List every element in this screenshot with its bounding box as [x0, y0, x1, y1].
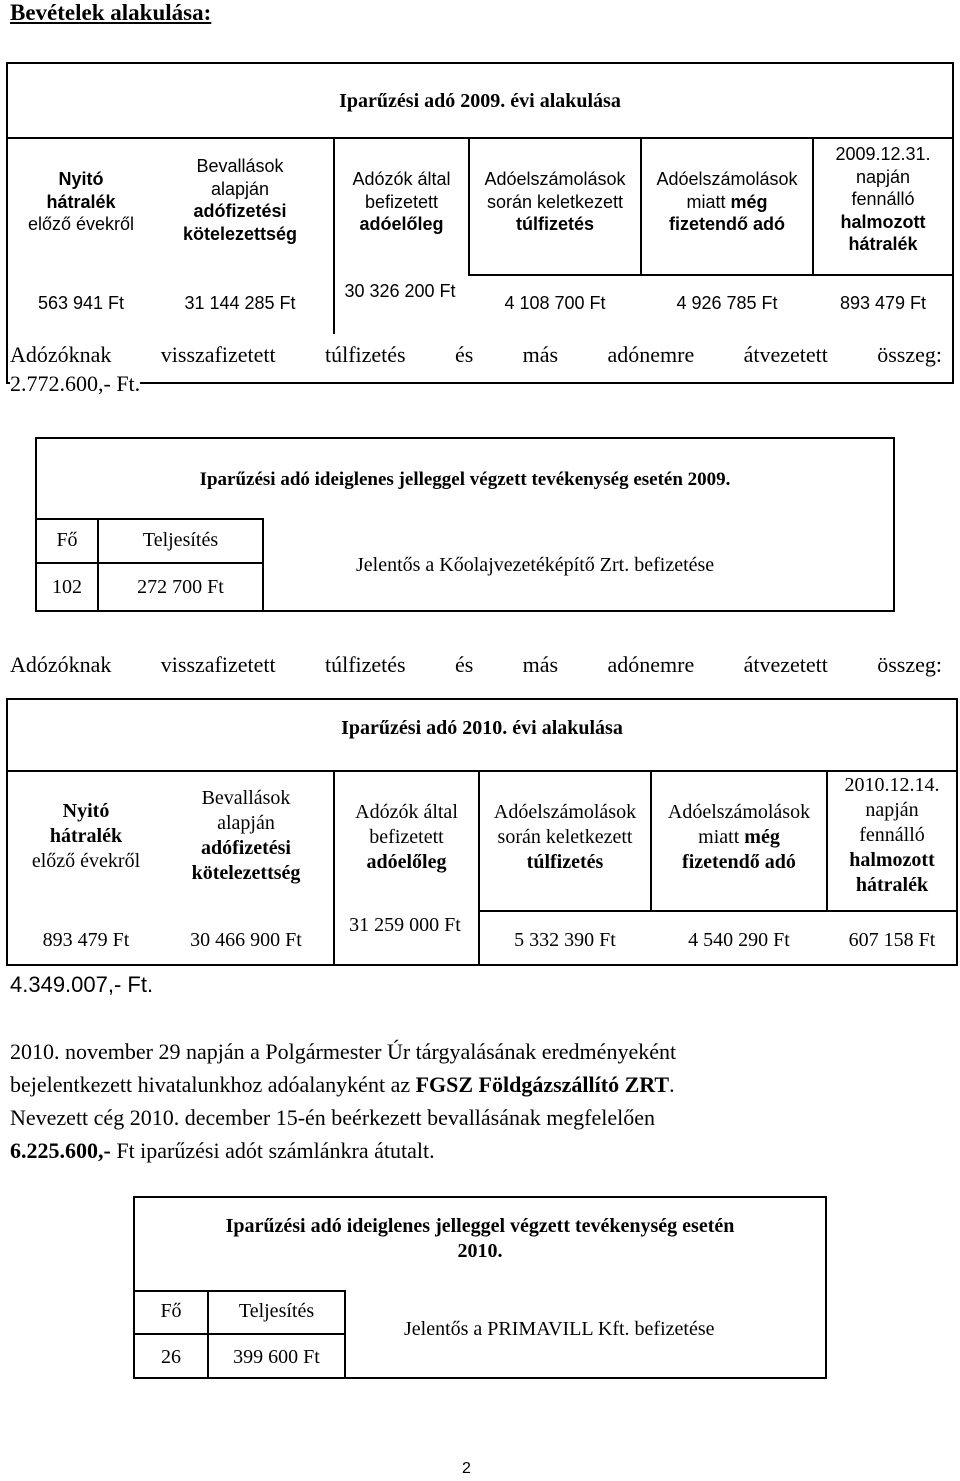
table-2009-header-adozok: Adózók által befizetett adóelőleg	[352, 169, 451, 234]
table-2009-value-elsz-soran: 4 108 700 Ft	[504, 293, 606, 313]
temp-2009-col1-header: Fő	[56, 529, 78, 551]
temp-2009-title: Iparűzési adó ideiglenes jelleggel végzett tevékenység esetén 2009.	[199, 469, 731, 490]
paragraph-line-2: bejelentkezett hivatalunkhoz adóalanyként az FGSZ Földgázszállító ZRT.	[10, 1072, 675, 1097]
table-2009-value-elsz-miatt: 4 926 785 Ft	[676, 293, 778, 313]
table-2009-title: Iparűzési adó 2009. évi alakulása	[339, 90, 621, 112]
table-2010-value-elsz-miatt: 4 540 290 Ft	[688, 929, 790, 951]
table-2009-header-bevallasok: Bevallások alapján adófizetési kötelezettség	[182, 156, 298, 244]
refund-2010-text: Adózóknak visszafizetett túlfizetés és más adónemre átvezetett összeg:	[10, 652, 942, 677]
table-2009-refund-text: Adózóknak visszafizetett túlfizetés és más adónemre átvezetett összeg:	[10, 342, 942, 367]
temp-2010-table-row	[133, 1333, 345, 1335]
table-2009-refund-amount: 2.772.600,- Ft.	[10, 371, 141, 396]
temp-2009-col2-header: Teljesítés	[142, 529, 219, 551]
temp-2010-col2-header: Teljesítés	[238, 1300, 315, 1322]
transfer-amount: 6.225.600,-	[10, 1138, 111, 1163]
table-2009-header-elsz-soran: Adóelszámolások során keletkezett túlfizetés	[484, 169, 626, 234]
table-2010-header-bevallasok: Bevallások alapján adófizetési kötelezettség	[191, 787, 301, 884]
table-2010-divider	[6, 770, 958, 772]
temp-2009-col2-value: 272 700 Ft	[137, 576, 224, 598]
table-2010-value-datum: 607 158 Ft	[848, 929, 936, 951]
table-2009-row-line	[468, 274, 954, 276]
paragraph-line-4: 6.225.600,- Ft iparűzési adót számlánkra átutalt.	[10, 1138, 435, 1163]
table-2010-header-elsz-soran: Adóelszámolások során keletkezett túlfizetés	[493, 801, 637, 873]
table-2009-value-datum: 893 479 Ft	[839, 293, 927, 313]
temp-2010-col2-value: 399 600 Ft	[233, 1346, 320, 1368]
table-2010-value-bevallasok: 30 466 900 Ft	[190, 929, 302, 951]
temp-2010-col1-value: 26	[161, 1346, 181, 1368]
table-2009-header-nyito: Nyitó hátralék előző évekről	[27, 169, 135, 234]
temp-2009-col1-value: 102	[52, 576, 82, 598]
company-name: FGSZ Földgázszállító ZRT	[415, 1072, 670, 1097]
paragraph-line-3: Nevezett cég 2010. december 15-én beérkezett bevallásának megfelelően	[10, 1105, 655, 1130]
table-2010-header-elsz-miatt: Adóelszámolások miatt még fizetendő adó	[667, 801, 811, 873]
temp-2009-table-right	[262, 518, 264, 612]
table-2009-header-elsz-miatt: Adóelszámolások miatt még fizetendő adó	[656, 169, 798, 234]
table-2010-value-adozok: 31 259 000 Ft	[349, 914, 461, 936]
table-2010-value-nyito: 893 479 Ft	[42, 929, 130, 951]
table-2010-row-line	[478, 910, 958, 912]
table-2009-header-datum: 2009.12.31. napján fennálló halmozott hátralék	[835, 144, 931, 254]
table-2010-refund-amount: 4.349.007,- Ft.	[6, 972, 157, 998]
table-2009-value-nyito: 563 941 Ft	[37, 293, 125, 313]
table-2010-header-adozok: Adózók által befizetett adóelőleg	[355, 801, 458, 873]
paragraph-line-1: 2010. november 29 napján a Polgármester Úr tárgyalásának eredményeként	[10, 1039, 677, 1064]
temp-2010-title: Iparűzési adó ideiglenes jelleggel végzett tevékenység esetén 2010.	[225, 1215, 735, 1262]
table-2010-title: Iparűzési adó 2010. évi alakulása	[341, 717, 623, 739]
table-2009-value-adozok: 30 326 200 Ft	[344, 281, 456, 301]
table-2010-value-elsz-soran: 5 332 390 Ft	[514, 929, 616, 951]
temp-2009-table-row	[35, 562, 263, 564]
table-2009-value-bevallasok: 31 144 285 Ft	[184, 293, 296, 313]
temp-2010-col1-header: Fő	[160, 1300, 182, 1322]
temp-2009-note: Jelentős a Kőolajvezetéképítő Zrt. befizetése	[356, 554, 715, 576]
temp-2010-note: Jelentős a PRIMAVILL Kft. befizetése	[404, 1318, 715, 1340]
table-2010-header-nyito: Nyitó hátralék előző évekről	[31, 800, 141, 872]
page-number: 2	[462, 1460, 471, 1477]
temp-2010-table-top	[133, 1290, 345, 1292]
table-2010-header-datum: 2010.12.14. napján fennálló halmozott hátralék	[844, 774, 940, 896]
page-heading: Bevételek alakulása:	[10, 0, 212, 25]
temp-2009-table-top	[35, 518, 263, 520]
table-2009-sep-1	[333, 137, 335, 334]
